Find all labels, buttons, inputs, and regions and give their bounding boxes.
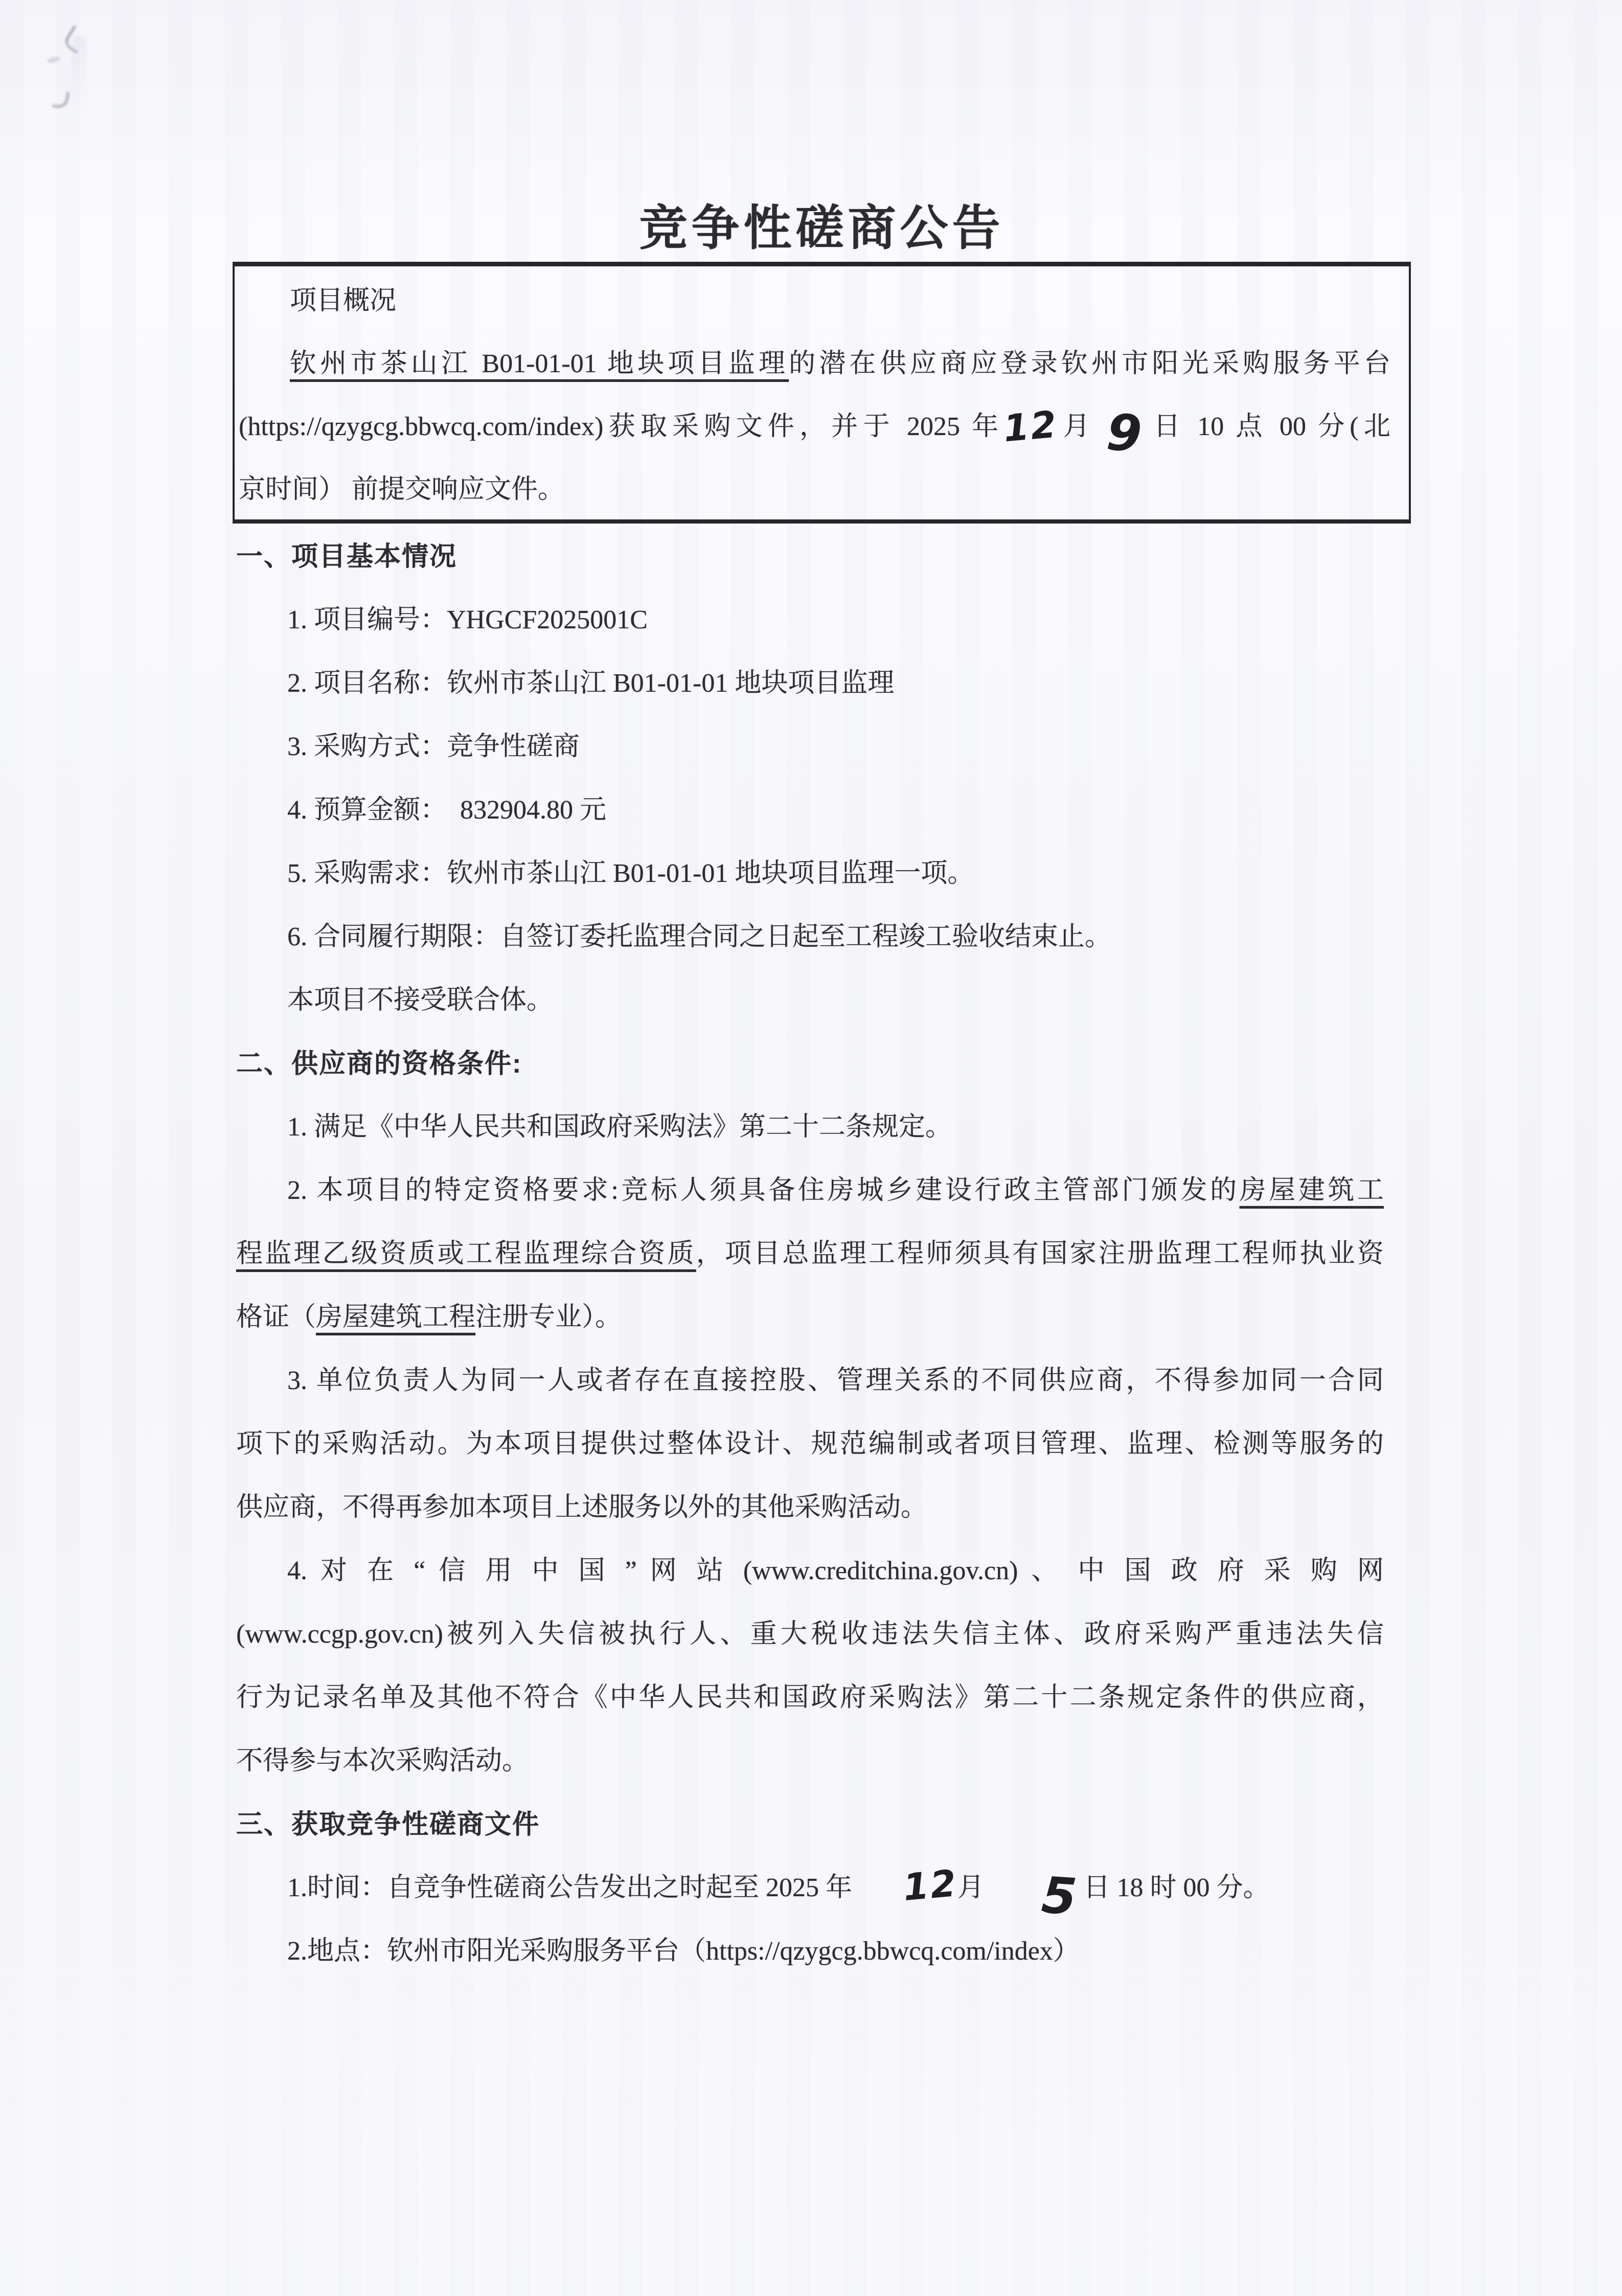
- text-line: [236, 715, 1384, 779]
- text-segment: 项目概况: [290, 286, 397, 315]
- text-line: [239, 332, 1390, 395]
- handwritten-date-text: 9: [1105, 403, 1144, 464]
- text-line: [236, 842, 1384, 905]
- text-segment: 5. 采购需求：钦州市茶山江 B01-01-01 地块项目监理一项。: [287, 859, 974, 888]
- text-line: [236, 1730, 1384, 1793]
- text-segment: 1. 满足《中华人民共和国政府采购法》第二十二条规定。: [287, 1112, 952, 1142]
- text-line: [239, 395, 1390, 464]
- text-line: [239, 458, 1390, 521]
- document-title: 竞争性磋商公告: [639, 201, 1004, 255]
- text-line: [236, 1159, 1384, 1222]
- text-segment: 2. 项目名称：钦州市茶山江 B01-01-01 地块项目监理: [287, 669, 895, 698]
- text-segment: 4. 预算金额： 832904.80 元: [287, 795, 607, 825]
- text-segment: ，项目总监理工程师须具有国家注册监理工程师执业资: [696, 1239, 1384, 1268]
- text-segment: 京时间） 前提交响应文件。: [239, 475, 565, 504]
- text-segment: 格证（: [236, 1303, 316, 1332]
- section-heading: [236, 525, 1384, 588]
- text-segment: 项下的采购活动。为本项目提供过整体设计、规范编制或者项目管理、监理、检测等服务的: [236, 1429, 1384, 1459]
- text-line: [236, 652, 1384, 715]
- text-line: [236, 1222, 1384, 1286]
- text-line: [236, 1920, 1384, 1983]
- text-line: [236, 1476, 1384, 1539]
- text-segment: 6. 合同履行期限：自签订委托监理合同之日起至工程竣工验收结束止。: [287, 922, 1112, 951]
- text-segment: 2. 本项目的特定资格要求:竞标人须具备住房城乡建设行政主管部门颁发的: [287, 1176, 1240, 1205]
- underlined-text: 房屋建筑工: [1239, 1176, 1384, 1205]
- underlined-text: 钦州市茶山江 B01-01-01 地块项目监理: [290, 349, 789, 378]
- text-segment: 二、供应商的资格条件:: [236, 1049, 522, 1079]
- handwritten-date-text: 12: [1001, 402, 1060, 450]
- text-segment: 的潜在供应商应登录钦州市阳光采购服务平台: [789, 349, 1390, 378]
- text-line: [236, 969, 1384, 1032]
- section-heading: [236, 1032, 1384, 1096]
- handwritten-date-text: 5: [1040, 1866, 1079, 1927]
- underlined-text: 房屋建筑工程: [316, 1303, 476, 1332]
- text-segment: 一、项目基本情况: [236, 542, 458, 572]
- text-line: [236, 1286, 1384, 1349]
- text-line: [236, 1413, 1384, 1476]
- text-segment: 不得参与本次采购活动。: [236, 1746, 529, 1776]
- text-line: [236, 1096, 1384, 1159]
- section-heading: [236, 1793, 1384, 1856]
- text-segment: 本项目不接受联合体。: [287, 986, 554, 1015]
- document-body: [236, 525, 1384, 1983]
- text-line: [236, 1539, 1384, 1603]
- text-segment: 供应商，不得再参加本项目上述服务以外的其他采购活动。: [236, 1493, 928, 1522]
- text-line: [236, 905, 1384, 969]
- underlined-text: 程监理乙级资质或工程监理综合资质: [236, 1239, 696, 1268]
- scan-smudge: [47, 56, 61, 64]
- text-segment: (https://qzygcg.bbwcq.com/index)获取采购文件，并于 2025 年: [239, 412, 1004, 441]
- scan-smudge: [72, 36, 87, 112]
- text-line: [236, 1349, 1384, 1413]
- text-segment: 行为记录名单及其他不符合《中华人民共和国政府采购法》第二十二条规定条件的供应商，: [236, 1683, 1384, 1712]
- text-line: [236, 588, 1384, 652]
- text-line: [236, 779, 1384, 842]
- text-line: [239, 269, 1390, 332]
- handwritten-date-text: 12: [901, 1861, 960, 1909]
- scan-smudge: [62, 25, 88, 53]
- text-segment: 月: [1058, 412, 1107, 441]
- text-segment: 注册专业）。: [475, 1303, 622, 1332]
- text-segment: 2.地点：钦州市阳光采购服务平台（https://qzygcg.bbwcq.com/index）: [287, 1937, 1080, 1966]
- text-line: [236, 1856, 1384, 1927]
- text-segment: 月: [957, 1873, 991, 1902]
- text-line: [236, 1603, 1384, 1666]
- text-segment: 3. 采购方式：竞争性磋商: [287, 732, 580, 761]
- text-segment: 4. 对 在 “ 信 用 中 国 ” 网 站 (www.creditchina.gov.cn) 、 中 国 政 府 采 购 网: [287, 1556, 1384, 1585]
- text-segment: 日 18 时 00 分。: [1077, 1873, 1270, 1902]
- project-overview-box: [233, 262, 1411, 524]
- scan-smudge: [52, 90, 70, 109]
- text-segment: 1. 项目编号：YHGCF2025001C: [287, 605, 648, 634]
- text-segment: 3. 单位负责人为同一人或者存在直接控股、管理关系的不同供应商，不得参加同一合同: [287, 1366, 1384, 1395]
- text-line: [236, 1666, 1384, 1730]
- text-segment: 三、获取竞争性磋商文件: [236, 1810, 540, 1839]
- text-segment: (www.ccgp.gov.cn)被列入失信被执行人、重大税收违法失信主体、政府采购严重违法失信: [236, 1620, 1384, 1649]
- text-segment: 1.时间：自竞争性磋商公告发出之时起至 2025 年: [287, 1873, 853, 1902]
- text-segment: 日 10 点 00 分(北: [1141, 412, 1390, 441]
